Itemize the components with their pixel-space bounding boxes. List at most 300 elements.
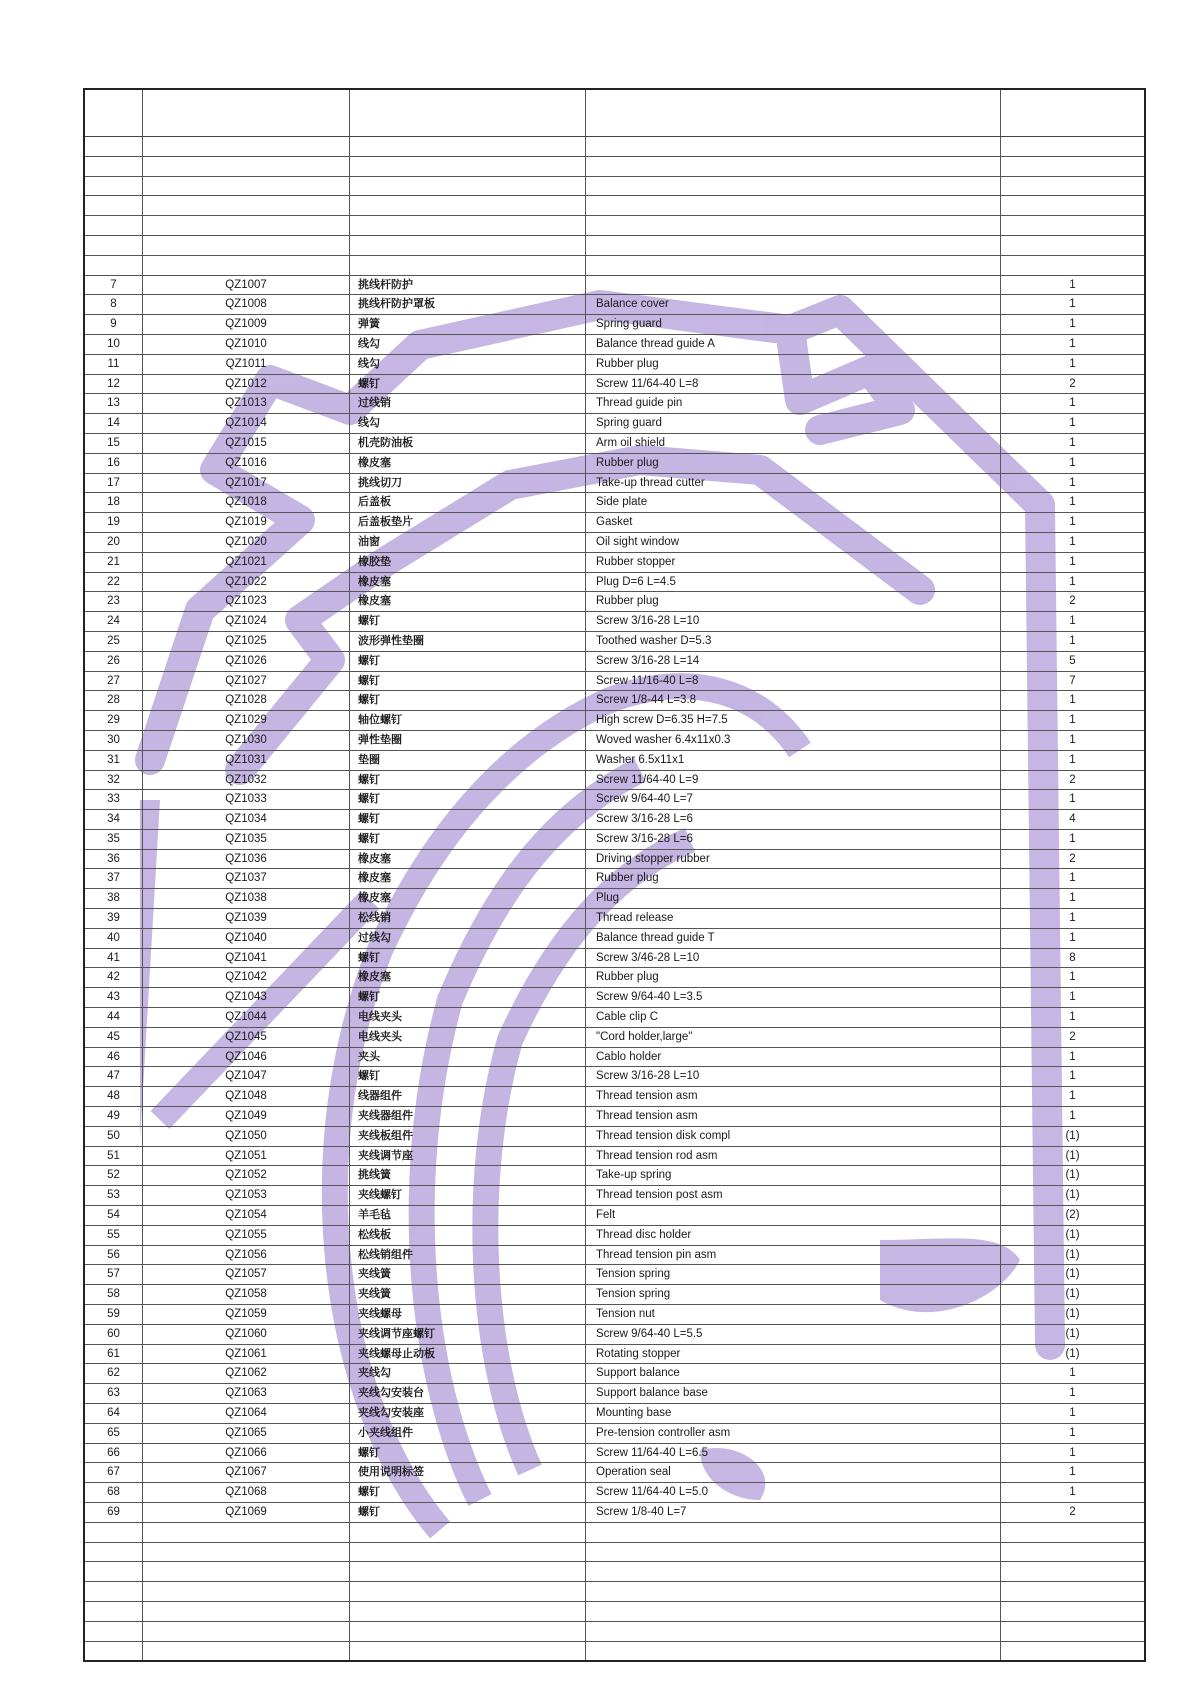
empty-cell [586,137,1001,156]
part-qty: 1 [1069,1446,1076,1459]
table-row [85,454,1144,474]
table-row-blank [85,1523,1144,1543]
part-qty: 1 [1069,892,1076,905]
empty-cell [350,236,586,255]
part-name-cn: 螺钉 [350,1503,586,1522]
empty-cell [586,1523,1001,1542]
table-body [85,137,1144,1660]
empty-cell [350,216,586,235]
part-code: QZ1057 [143,1265,350,1284]
part-qty: 1 [1069,694,1076,707]
row-no: 42 [85,968,143,987]
table-row [85,850,1144,870]
empty-cell [586,1582,1001,1601]
table-row [85,1226,1144,1246]
empty-cell [143,1562,350,1581]
row-no: 51 [85,1147,143,1166]
row-no: 53 [85,1186,143,1205]
part-name-en: Support balance [586,1364,1001,1383]
part-name-en: Thread tension pin asm [586,1246,1001,1265]
part-name-cn: 过线销 [350,394,586,413]
part-name-cn: 夹线螺钉 [350,1186,586,1205]
table-row [85,711,1144,731]
empty-cell [350,256,586,275]
table-row [85,513,1144,533]
part-name-en: Tension nut [586,1305,1001,1324]
row-no: 23 [85,592,143,611]
table-row [85,592,1144,612]
part-qty: (1) [1065,1149,1080,1162]
part-name-en: High screw D=6.35 H=7.5 [586,711,1001,730]
row-no: 44 [85,1008,143,1027]
part-name-cn: 螺钉 [350,988,586,1007]
part-name-cn: 夹线勾安装座 [350,1404,586,1423]
part-qty: 1 [1069,1426,1076,1439]
part-name-en: Gasket [586,513,1001,532]
table-row [85,968,1144,988]
part-qty: 1 [1069,516,1076,529]
part-qty: 1 [1069,991,1076,1004]
part-name-en: Toothed washer D=5.3 [586,632,1001,651]
part-code: QZ1024 [143,612,350,631]
part-name-cn: 垫圈 [350,751,586,770]
empty-cell [1001,177,1144,196]
empty-cell [85,1543,143,1562]
part-code: QZ1048 [143,1087,350,1106]
empty-cell [1001,1543,1144,1562]
empty-cell [143,137,350,156]
table-row-blank [85,1562,1144,1582]
part-name-en: Screw 3/16-28 L=10 [586,612,1001,631]
part-name-cn: 夹线勾安装台 [350,1384,586,1403]
row-no: 15 [85,434,143,453]
table-row-blank [85,236,1144,256]
table-row-blank [85,1602,1144,1622]
table-row [85,731,1144,751]
row-no: 17 [85,474,143,493]
part-code: QZ1059 [143,1305,350,1324]
part-name-en: Cable clip C [586,1008,1001,1027]
part-name-en: Screw 9/64-40 L=3.5 [586,988,1001,1007]
part-code: QZ1023 [143,592,350,611]
part-qty: 1 [1069,793,1076,806]
part-name-cn: 挑线杆防护 [350,276,586,295]
empty-cell [350,1523,586,1542]
part-name-cn: 螺钉 [350,691,586,710]
row-no: 40 [85,929,143,948]
part-name-en: Balance thread guide A [586,335,1001,354]
part-code: QZ1013 [143,394,350,413]
part-code: QZ1033 [143,790,350,809]
table-row-blank [85,1622,1144,1642]
part-code: QZ1020 [143,533,350,552]
table-row [85,1048,1144,1068]
part-name-en: Screw 3/16-28 L=10 [586,1067,1001,1086]
part-name-cn: 螺钉 [350,612,586,631]
part-qty: 2 [1069,595,1076,608]
part-name-en: Thread disc holder [586,1226,1001,1245]
row-no: 9 [85,315,143,334]
part-qty: (2) [1065,1209,1080,1222]
empty-cell [143,157,350,176]
part-code: QZ1028 [143,691,350,710]
part-qty: (1) [1065,1268,1080,1281]
table-row [85,315,1144,335]
part-name-en: Screw 3/16-28 L=6 [586,810,1001,829]
table-row [85,1345,1144,1365]
empty-cell [350,1622,586,1641]
part-qty: (1) [1065,1248,1080,1261]
empty-cell [1001,1602,1144,1621]
part-code: QZ1065 [143,1424,350,1443]
row-no: 48 [85,1087,143,1106]
empty-cell [1001,137,1144,156]
row-no: 65 [85,1424,143,1443]
part-name-cn: 弹性垫圈 [350,731,586,750]
part-name-cn: 夹头 [350,1048,586,1067]
part-qty: 1 [1069,476,1076,489]
row-no: 35 [85,830,143,849]
row-no: 18 [85,493,143,512]
part-name-cn: 螺钉 [350,810,586,829]
part-code: QZ1017 [143,474,350,493]
empty-cell [586,236,1001,255]
part-code: QZ1051 [143,1147,350,1166]
part-qty: 1 [1069,555,1076,568]
part-qty: 1 [1069,1070,1076,1083]
part-name-en: Rotating stopper [586,1345,1001,1364]
row-no: 46 [85,1048,143,1067]
row-no: 45 [85,1028,143,1047]
part-name-en: Screw 11/64-40 L=9 [586,771,1001,790]
row-no: 12 [85,375,143,394]
part-name-en: Operation seal [586,1463,1001,1482]
part-name-cn: 橡皮塞 [350,850,586,869]
part-qty: 2 [1069,1505,1076,1518]
part-code: QZ1042 [143,968,350,987]
table-row [85,691,1144,711]
part-name-en: Plug D=6 L=4.5 [586,573,1001,592]
part-name-en: Thread tension disk compl [586,1127,1001,1146]
row-no: 57 [85,1265,143,1284]
part-name-cn: 橡皮塞 [350,869,586,888]
part-code: QZ1032 [143,771,350,790]
table-row [85,632,1144,652]
empty-cell [85,1582,143,1601]
row-no: 33 [85,790,143,809]
table-row [85,573,1144,593]
row-no: 7 [85,276,143,295]
part-name-cn: 挑线簧 [350,1166,586,1185]
part-name-en: Cablo holder [586,1048,1001,1067]
table-row [85,1246,1144,1266]
row-no: 68 [85,1483,143,1502]
part-name-en: Woved washer 6.4x11x0.3 [586,731,1001,750]
table-row [85,414,1144,434]
part-name-cn: 夹线簧 [350,1265,586,1284]
row-no: 24 [85,612,143,631]
part-name-en: Balance thread guide T [586,929,1001,948]
table-row [85,1404,1144,1424]
table-row [85,1503,1144,1523]
empty-cell [586,1562,1001,1581]
part-name-en: Thread tension rod asm [586,1147,1001,1166]
empty-cell [1001,236,1144,255]
part-name-en: Driving stopper rubber [586,850,1001,869]
part-name-en: Screw 11/64-40 L=6.5 [586,1444,1001,1463]
row-no: 19 [85,513,143,532]
empty-cell [350,1562,586,1581]
part-name-cn: 夹线螺母止动板 [350,1345,586,1364]
part-name-en: Screw 1/8-40 L=7 [586,1503,1001,1522]
table-row [85,1285,1144,1305]
part-code: QZ1025 [143,632,350,651]
empty-cell [143,1622,350,1641]
part-code: QZ1061 [143,1345,350,1364]
part-code: QZ1018 [143,493,350,512]
row-no: 36 [85,850,143,869]
table-row [85,949,1144,969]
part-qty: 1 [1069,1466,1076,1479]
empty-cell [85,177,143,196]
part-qty: 1 [1069,1050,1076,1063]
table-row [85,1107,1144,1127]
part-name-cn: 夹线簧 [350,1285,586,1304]
part-code: QZ1056 [143,1246,350,1265]
empty-cell [1001,1622,1144,1641]
row-no: 27 [85,672,143,691]
part-code: QZ1058 [143,1285,350,1304]
part-qty: 1 [1069,912,1076,925]
row-no: 39 [85,909,143,928]
empty-cell [1001,196,1144,215]
part-name-en: Screw 9/64-40 L=5.5 [586,1325,1001,1344]
part-qty: 1 [1069,417,1076,430]
part-qty: 1 [1069,1407,1076,1419]
part-qty: 1 [1069,1011,1076,1024]
row-no: 38 [85,889,143,908]
part-name-en: Tension spring [586,1265,1001,1284]
part-code: QZ1035 [143,830,350,849]
empty-cell [350,177,586,196]
part-name-en: Screw 3/16-28 L=6 [586,830,1001,849]
empty-cell [350,1582,586,1601]
header-code [143,90,350,136]
part-code: QZ1031 [143,751,350,770]
row-no: 8 [85,295,143,314]
empty-cell [586,256,1001,275]
table-row [85,1483,1144,1503]
row-no: 13 [85,394,143,413]
empty-cell [1001,1642,1144,1661]
part-name-cn: 松线销 [350,909,586,928]
part-qty: 1 [1069,971,1076,984]
part-name-cn: 夹线螺母 [350,1305,586,1324]
part-name-en: Thread release [586,909,1001,928]
table-row [85,869,1144,889]
part-name-en: Rubber plug [586,869,1001,888]
empty-cell [1001,216,1144,235]
table-row [85,1008,1144,1028]
part-qty: (1) [1065,1169,1080,1182]
table-row-blank [85,177,1144,197]
empty-cell [85,157,143,176]
table-row [85,1166,1144,1186]
part-name-cn: 橡皮塞 [350,454,586,473]
empty-cell [350,196,586,215]
table-row [85,771,1144,791]
part-name-cn: 橡皮塞 [350,573,586,592]
part-qty: 1 [1069,1387,1076,1400]
row-no: 59 [85,1305,143,1324]
part-name-en [586,276,1001,295]
row-no: 54 [85,1206,143,1225]
part-qty: 1 [1069,872,1076,885]
row-no: 63 [85,1384,143,1403]
part-qty: (1) [1065,1308,1080,1321]
row-no: 29 [85,711,143,730]
part-code: QZ1009 [143,315,350,334]
header-qty [1001,90,1144,136]
table-row [85,295,1144,315]
part-name-en: Rubber plug [586,968,1001,987]
part-name-en: Oil sight window [586,533,1001,552]
empty-cell [586,1622,1001,1641]
part-name-cn: 橡皮塞 [350,592,586,611]
part-name-cn: 轴位螺钉 [350,711,586,730]
part-name-en: Pre-tension controller asm [586,1424,1001,1443]
part-name-en: Tension spring [586,1285,1001,1304]
empty-cell [350,1543,586,1562]
table-row [85,1186,1144,1206]
part-name-en: Arm oil shield [586,434,1001,453]
row-no: 56 [85,1246,143,1265]
row-no: 47 [85,1067,143,1086]
part-code: QZ1012 [143,375,350,394]
empty-cell [586,157,1001,176]
part-name-en: Rubber plug [586,454,1001,473]
part-name-en: Rubber plug [586,592,1001,611]
part-name-cn: 螺钉 [350,1067,586,1086]
part-code: QZ1010 [143,335,350,354]
row-no: 66 [85,1444,143,1463]
part-code: QZ1022 [143,573,350,592]
part-code: QZ1021 [143,553,350,572]
part-name-en: Screw 3/16-28 L=14 [586,652,1001,671]
part-code: QZ1062 [143,1364,350,1383]
part-name-cn: 螺钉 [350,771,586,790]
header-cn [350,90,586,136]
part-name-cn: 后盖板 [350,493,586,512]
part-code: QZ1069 [143,1503,350,1522]
row-no: 16 [85,454,143,473]
part-code: QZ1040 [143,929,350,948]
part-name-en: Plug [586,889,1001,908]
part-qty: 7 [1069,674,1076,687]
table-row [85,909,1144,929]
part-qty: 1 [1069,436,1076,449]
part-name-cn: 线器组件 [350,1087,586,1106]
row-no: 69 [85,1503,143,1522]
table-row [85,434,1144,454]
table-row [85,335,1144,355]
part-code: QZ1064 [143,1404,350,1423]
part-name-en: Take-up thread cutter [586,474,1001,493]
part-name-en: Spring guard [586,414,1001,433]
row-no: 55 [85,1226,143,1245]
part-qty: (1) [1065,1228,1080,1241]
header-no [85,90,143,136]
part-name-en: Mounting base [586,1404,1001,1423]
part-qty: 8 [1069,951,1076,964]
part-name-cn: 机壳防油板 [350,434,586,453]
row-no: 49 [85,1107,143,1126]
row-no: 58 [85,1285,143,1304]
part-code: QZ1044 [143,1008,350,1027]
table-row [85,1364,1144,1384]
part-name-cn: 挑线切刀 [350,474,586,493]
table-row [85,889,1144,909]
part-name-cn: 螺钉 [350,1444,586,1463]
part-code: QZ1060 [143,1325,350,1344]
row-no: 25 [85,632,143,651]
row-no: 64 [85,1404,143,1423]
row-no: 43 [85,988,143,1007]
part-code: QZ1067 [143,1463,350,1482]
row-no: 28 [85,691,143,710]
empty-cell [350,1602,586,1621]
empty-cell [143,1642,350,1661]
empty-cell [586,216,1001,235]
part-code: QZ1027 [143,672,350,691]
part-name-en: Screw 11/64-40 L=5.0 [586,1483,1001,1502]
table-row [85,1384,1144,1404]
part-code: QZ1034 [143,810,350,829]
part-code: QZ1015 [143,434,350,453]
table-row-blank [85,1543,1144,1563]
part-qty: 1 [1069,634,1076,647]
part-name-cn: 橡皮塞 [350,889,586,908]
part-code: QZ1053 [143,1186,350,1205]
part-name-cn: 螺钉 [350,652,586,671]
row-no: 21 [85,553,143,572]
part-code: QZ1049 [143,1107,350,1126]
table-row [85,830,1144,850]
part-name-cn: 油窗 [350,533,586,552]
row-no: 22 [85,573,143,592]
part-name-en: Thread tension post asm [586,1186,1001,1205]
part-name-cn: 螺钉 [350,672,586,691]
row-no: 31 [85,751,143,770]
part-code: QZ1041 [143,949,350,968]
part-qty: 1 [1069,1367,1076,1380]
part-name-cn: 波形弹性垫圈 [350,632,586,651]
part-code: QZ1039 [143,909,350,928]
empty-cell [350,137,586,156]
part-qty: 2 [1069,377,1076,390]
parts-list-table [83,88,1146,1662]
part-name-cn: 夹线调节座螺钉 [350,1325,586,1344]
part-code: QZ1052 [143,1166,350,1185]
part-name-cn: 松线销组件 [350,1246,586,1265]
empty-cell [1001,1523,1144,1542]
part-qty: 1 [1069,1486,1076,1499]
part-code: QZ1037 [143,869,350,888]
part-qty: 1 [1069,496,1076,509]
part-qty: 2 [1069,773,1076,786]
part-code: QZ1038 [143,889,350,908]
table-row [85,652,1144,672]
